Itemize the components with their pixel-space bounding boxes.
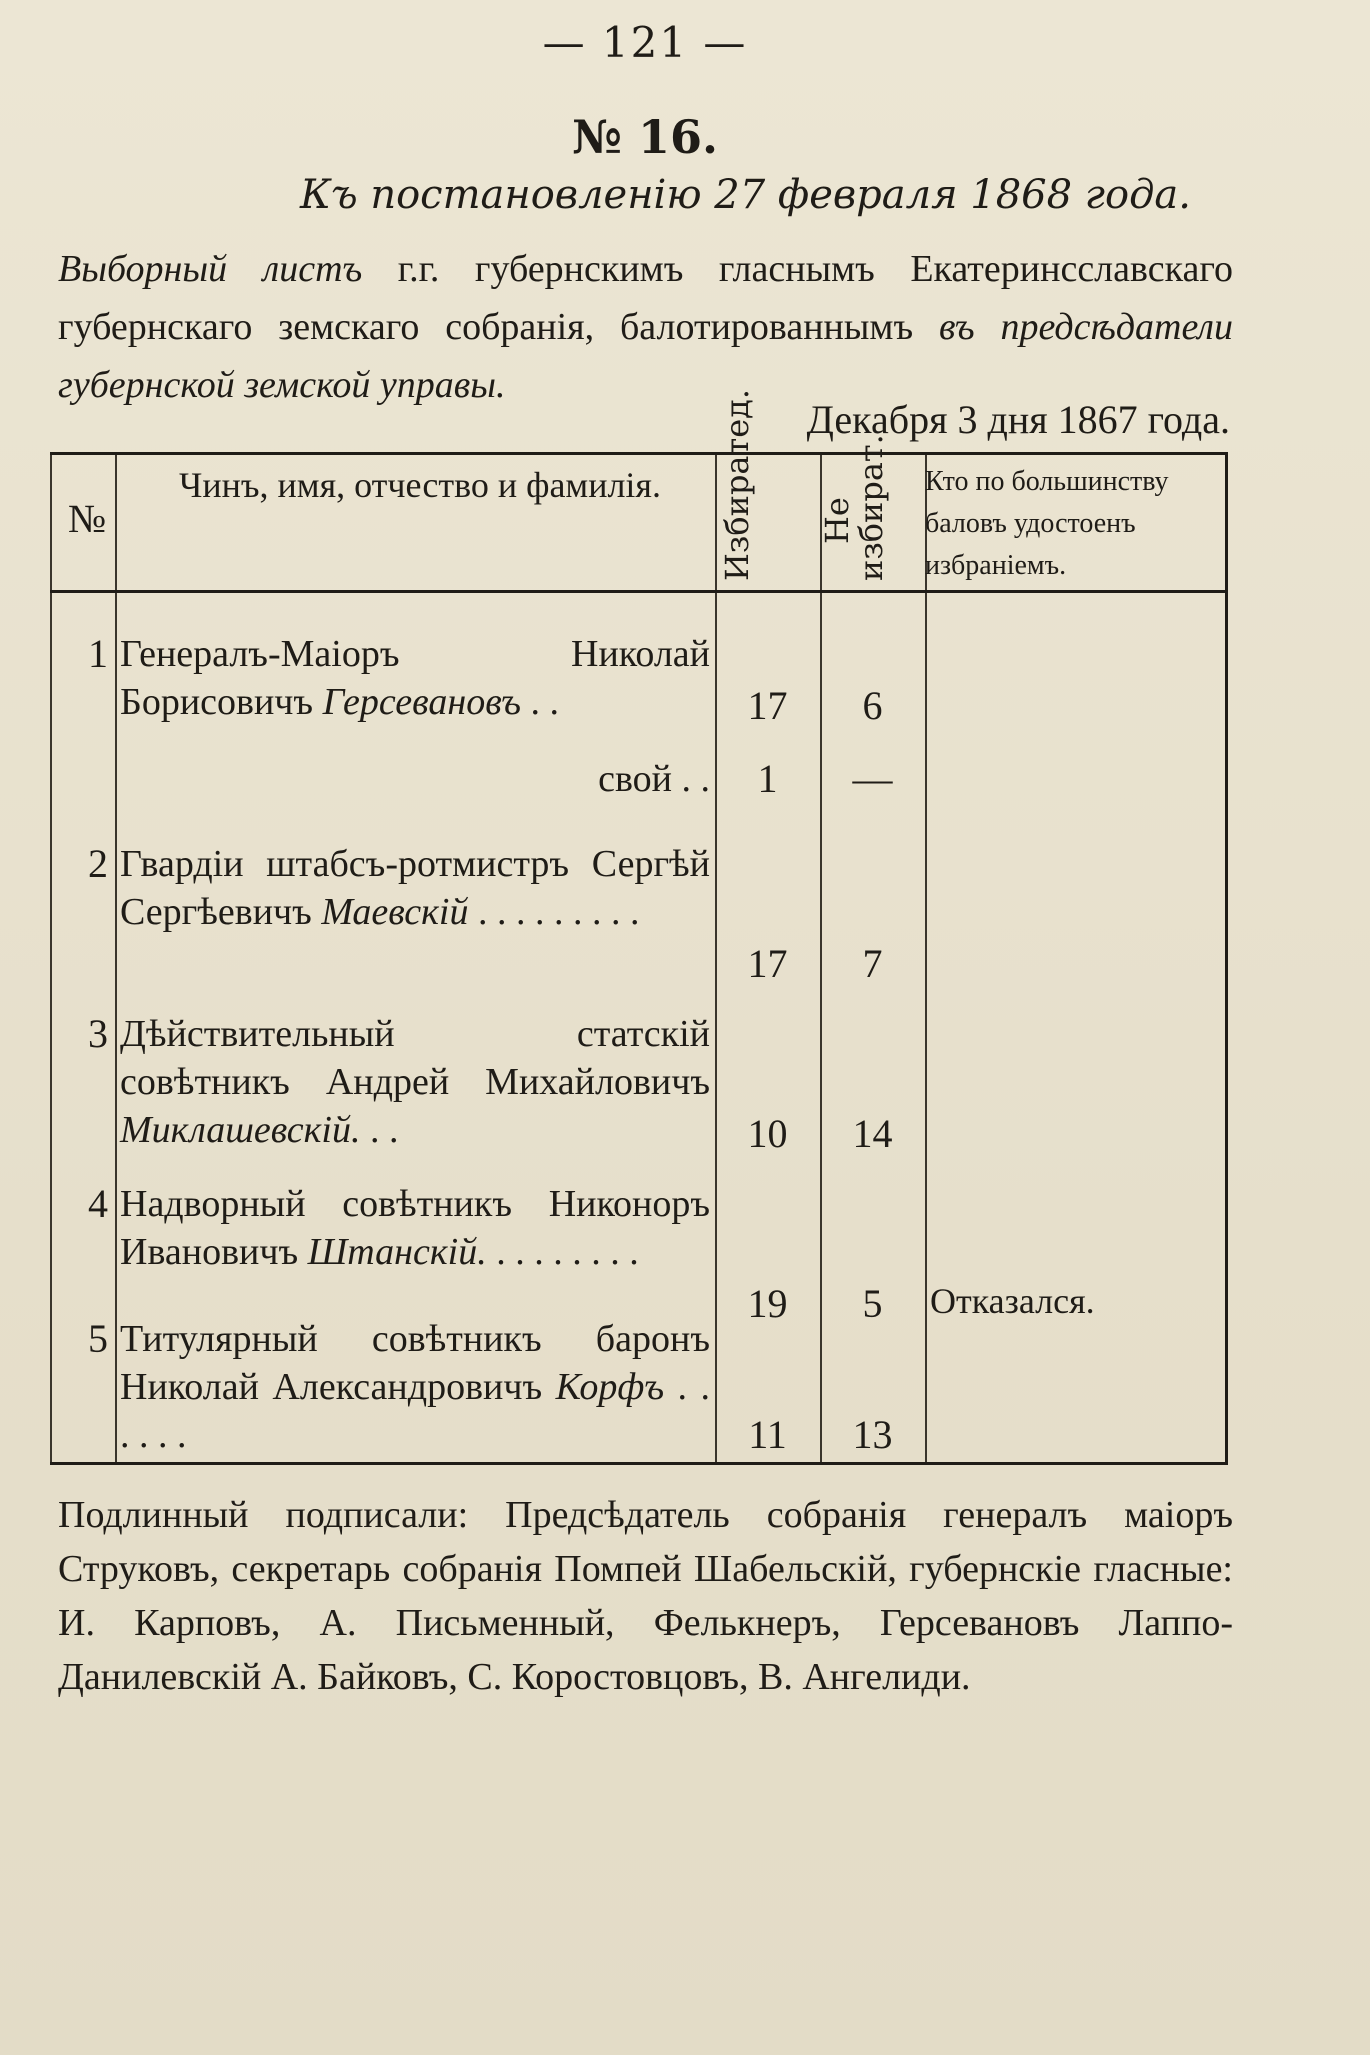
row-name bbox=[120, 1315, 710, 1459]
row-surname: Штанскій. bbox=[307, 1231, 487, 1273]
row-elected: 11 bbox=[748, 1412, 787, 1457]
row-dots: . . . . . . bbox=[120, 1366, 711, 1456]
row-not-elected: 5 bbox=[862, 1281, 883, 1326]
row-dots: . . bbox=[360, 1109, 399, 1151]
intro-italic-start: Выборный листъ bbox=[58, 248, 363, 290]
header-elected: Избиратед. bbox=[718, 388, 756, 581]
row-elected: 17 bbox=[747, 941, 788, 986]
row-name bbox=[120, 1180, 710, 1276]
row-dots: . . . . . . . . bbox=[486, 1231, 639, 1273]
document-subtitle: Къ постановленію 27 февраля 1868 года. bbox=[300, 172, 1191, 218]
intro-paragraph bbox=[58, 240, 1233, 414]
row-number: 5 bbox=[88, 1316, 108, 1361]
row-number: 3 bbox=[88, 1011, 108, 1056]
table-header-rule bbox=[50, 590, 1225, 593]
row-name bbox=[120, 630, 710, 726]
row-number: 1 bbox=[88, 631, 108, 676]
row-name bbox=[120, 755, 710, 803]
row-surname: Миклашевскій. bbox=[120, 1109, 361, 1151]
row-number: 2 bbox=[88, 841, 108, 886]
row-name bbox=[120, 840, 710, 936]
table-col-divider bbox=[715, 455, 717, 1465]
row-dots: . . . . . . . . . bbox=[478, 891, 640, 933]
header-name: Чинъ, имя, отчество и фамилія. bbox=[179, 465, 661, 505]
row-surname: Корфъ bbox=[555, 1366, 665, 1408]
row-name-text: Титулярный совѣтникъ баронъ Николай Александровичъ bbox=[120, 1318, 710, 1408]
table-col-divider bbox=[820, 455, 822, 1465]
header-not-elected: Не избират. bbox=[818, 434, 890, 581]
table-col-divider bbox=[925, 455, 927, 1465]
row-number: 4 bbox=[88, 1181, 108, 1226]
header-result: Кто по большинству баловъ удостоенъ избраніемъ. bbox=[925, 466, 1169, 581]
row-elected: 19 bbox=[747, 1281, 788, 1326]
document-date: Декабря 3 дня 1867 года. bbox=[806, 397, 1230, 442]
row-not-elected: — bbox=[852, 756, 893, 801]
signatures-paragraph: Подлинный подписали: Предсѣдатель собранія генералъ маіоръ Струковъ, секретарь собранія Помпей Шабельскій, губернскіе гласные: И. Карповъ, А. Письменный, Фелькнеръ, Герсевановъ Лаппо-Данилевскій А. Байковъ, С. Коростовцовъ, В. Ангелиди. bbox=[58, 1494, 1233, 1698]
row-name-text: свой . . bbox=[598, 758, 710, 800]
header-number: № bbox=[68, 496, 107, 541]
intro-text: г.г. губернскимъ гласнымъ Екатеринсславскаго губернскаго земскаго собранія, балотированнымъ bbox=[58, 248, 1233, 348]
row-name bbox=[120, 1010, 710, 1154]
row-surname: Герсевановъ bbox=[322, 681, 521, 723]
table-border-left bbox=[50, 455, 52, 1465]
row-not-elected: 13 bbox=[852, 1412, 893, 1457]
row-name-text: Генералъ-Маіоръ Николай Борисовичъ bbox=[120, 633, 710, 723]
table-bottom-rule bbox=[50, 1462, 1225, 1465]
row-name-text: Дѣйствительный статскій совѣтникъ Андрей Михайловичъ bbox=[120, 1013, 710, 1103]
page-number: — 121 — bbox=[542, 18, 748, 67]
row-name-text: Надворный совѣтникъ Никоноръ Ивановичъ bbox=[120, 1183, 710, 1273]
row-not-elected: 7 bbox=[862, 941, 883, 986]
row-elected: 1 bbox=[757, 756, 778, 801]
document-number: № 16. bbox=[571, 110, 719, 164]
row-elected: 10 bbox=[747, 1111, 788, 1156]
row-surname: Маевскій bbox=[321, 891, 469, 933]
intro-italic-end: въ предсѣдатели губернской земской управы. bbox=[58, 306, 1233, 406]
row-elected: 17 bbox=[747, 683, 788, 728]
row-dots: . . bbox=[520, 681, 559, 723]
row-result: Отказался. bbox=[930, 1281, 1095, 1321]
row-not-elected: 6 bbox=[862, 683, 883, 728]
row-not-elected: 14 bbox=[852, 1111, 893, 1156]
row-name-text: Гвардіи штабсъ-ротмистръ Сергѣй Сергѣевичъ bbox=[120, 843, 710, 933]
table-col-divider bbox=[115, 455, 117, 1465]
